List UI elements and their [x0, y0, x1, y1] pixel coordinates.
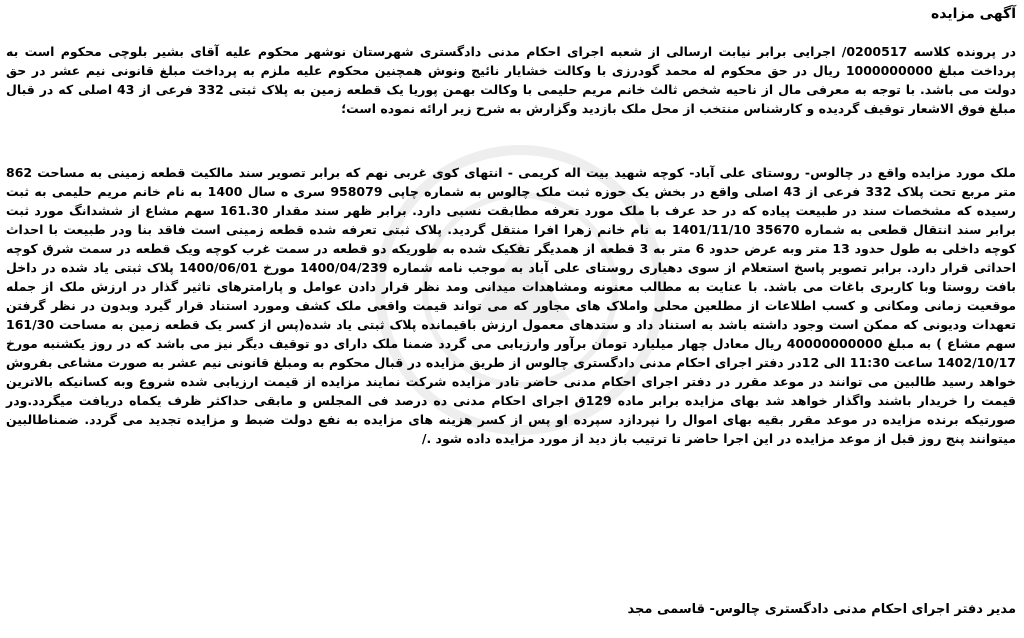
notice-paragraph-details: ملک مورد مزایده واقع در چالوس- روستای علی آباد- کوچه شهید بیت اله کریمی - انتهای کوی غربی نهم که برابر تصویر سند مالکیت قطعه زمینی به مساحت 862 متر مربع تحت پلاک 332 فرعی از 43 اصلی واقع در بخش یک حوزه ثبت ملک چالوس به شماره چاپی 958079 سری ه سال 1400 به نام خانم مریم حلیمی به ثبت رسیده که مشخصات سند در طبیعت پیاده که در حد عرف با ملک مورد تعرفه مطابقت نسبی دارد. برابر ظهر سند مقدار 161.30 سهم مشاع از ششدانگ مورد ثبت برابر سند انتقال قطعی به شماره 35670 1401/11/10 به نام خانم زهرا افرا منتقل گردید. پلاک ثبتی تعرفه شده قطعه زمینی است فاقد بنا ودر طبیعت با احداث کوچه داخلی به طول حدود 13 متر وبه عرض حدود 6 متر به 3 قطعه از همدیگر تفکیک شده به طوریکه دو قطعه در سمت غرب کوچه ویک قطعه در سمت شرق کوچه احداثی قرار دارد. برابر تصویر پاسخ استعلام از سوی دهیاری روستای علی آباد به موجب نامه شماره 1400/04/239 مورخ 1400/06/01 پلاک ثبتی یاد شده در داخل بافت روستا وبا کاربری باغات می باشد. با عنایت به مطالب معنونه ومشاهدات میدانی ومد نظر قرار دادن عوامل و پارامترهای تاثیر گذار در ارزش ملک از جمله موقعیت زمانی ومکانی و کسب اطلاعات از مطلعین محلی واملاک های مجاور که می تواند قیمت واقعی ملک کشف ومورد استناد قرار گیرد وبدون در نظر گرفتن تعهدات ودیونی که ممکن است وجود داشته باشد به استناد داد و ستدهای معمول ارزش باقیمانده پلاک ثبتی یاد شده(پس از کسر یک قطعه زمین به مساحت 161/30 سهم مشاع ) به مبلغ 40000000000 ریال معادل چهار میلیارد تومان برآور وارزیابی می گردد ضمنا ملک دارای دو توقیف دیگر نیز می باشد که در روز یکشنبه مورخ 1402/10/17 ساعت 11:30 الی 12در دفتر اجرای احکام مدنی دادگستری چالوس از طریق مزایده در قبال محکوم به ومبلغ قانونی نیم عشر به صورت مشاعی بفروش خواهد رسید طالبین می توانند در موعد مقرر در دفتر اجرای احکام مدنی حاضر تادر مزایده شرکت نمایند مزایده از قیمت ارزیابی شده شروع وبه کسانیکه بالاترین قیمت را خریدار باشند واگذار خواهد شد بهای مزایده برابر ماده 129ق اجرای احکام مدنی ده درصد فی المجلس و مابقی حداکثر ظرف یکماه دریافت میگردد.ودر صورتیکه برنده مزایده در موعد مقرر بقیه بهای اموال را نپردازد سپرده او پس از کسر هزینه های مزایده به نفع دولت ضبط و مزایده تجدید می گردد. ضمناطالبین میتوانند پنج روز قبل از موعد مزایده در این اجرا حاضر تا ترتیب باز دید از مورد مزایده داده شود ./ [6, 165, 1017, 446]
notice-paragraph-intro: در پرونده کلاسه 0200517/ اجرایی برابر نیابت ارسالی از شعبه اجرای احکام مدنی دادگستری شهرستان نوشهر محکوم علیه آقای بشیر بلوچی محکوم است به پرداخت مبلغ 1000000000 ریال در حق محکوم له محمد گودرزی با وکالت خشایار نائیج ونوش همچنین محکوم علیه ملزم به پرداخت مبلغ قانونی نیم عشر در حق دولت می باشد. با توجه به معرفی مال از ناحیه شخص ثالث خانم مریم حلیمی با وکالت بهمن پوریا یک قطعه زمین به پلاک ثبتی 332 فرعی از 43 اصلی که در قبال مبلغ فوق الاشعار توقیف گردیده و کارشناس منتخب از محل ملک بازدید وگزارش به شرح زیر ارائه نموده است؛ [6, 44, 1016, 116]
notice-title: آگهی مزایده [930, 6, 1016, 22]
notice-signature: مدیر دفتر اجرای احکام مدنی دادگستری چالوس- قاسمی مجد [627, 602, 1016, 617]
